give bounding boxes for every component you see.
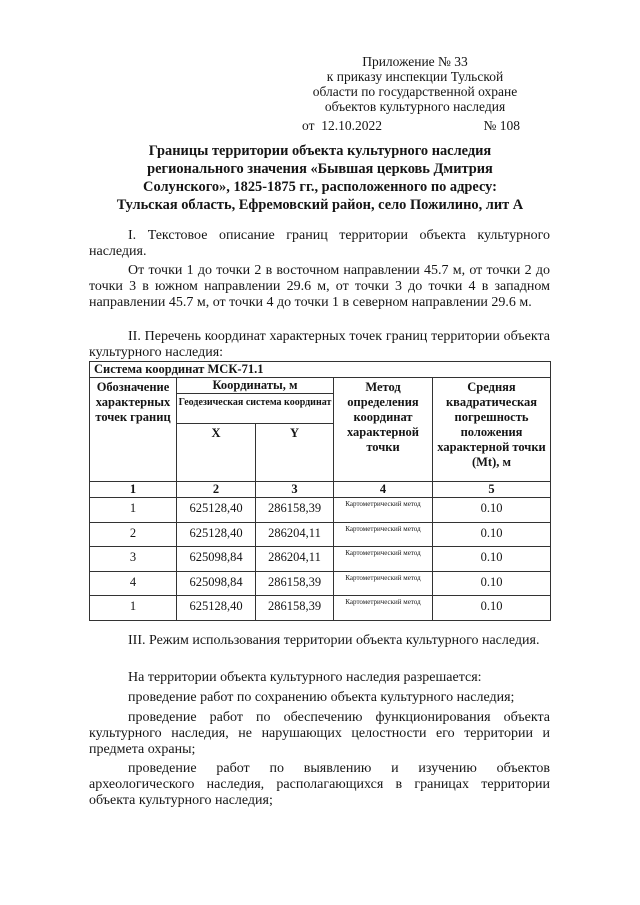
section-1-heading: I. Текстовое описание границ территории объекта культурного наследия.	[89, 228, 550, 259]
coordinate-system-label: Система координат МСК-71.1	[90, 362, 551, 378]
order-number: № 108	[483, 118, 520, 133]
table-row	[90, 547, 551, 572]
allowed-item: проведение работ по сохранению объекта культурного наследия;	[128, 690, 515, 705]
allowed-intro: На территории объекта культурного наследия разрешается:	[128, 670, 482, 685]
column-number: 2	[177, 482, 256, 498]
point-id: 1	[90, 596, 177, 621]
title-line: Солунского», 1825-1875 гг., расположенного по адресу:	[143, 179, 497, 195]
method: Картометрический метод	[334, 498, 433, 523]
coord-y: 286158,39	[256, 571, 334, 596]
header-geo-system: Геодезическая система координат	[177, 394, 334, 424]
header-y: Y	[256, 424, 334, 482]
coord-y: 286158,39	[256, 498, 334, 523]
header-point: Обозначение характерных точек границ	[90, 378, 177, 482]
coord-x: 625098,84	[177, 547, 256, 572]
coord-x: 625128,40	[177, 498, 256, 523]
coord-y: 286204,11	[256, 522, 334, 547]
section-1-text: От точки 1 до точки 2 в восточном направлении 45.7 м, от точки 2 до точки 3 в южном направлении 29.6 м, от точки 3 до точки 4 в западном направлении 45.7 м, от точки 4 до точки 1 в северном направлении 29.6 м.	[89, 263, 550, 310]
table-row	[90, 596, 551, 621]
point-id: 2	[90, 522, 177, 547]
header-x: X	[177, 424, 256, 482]
column-number: 3	[256, 482, 334, 498]
title-line: регионального значения «Бывшая церковь Дмитрия	[147, 161, 493, 177]
point-id: 1	[90, 498, 177, 523]
coord-y: 286158,39	[256, 596, 334, 621]
coord-y: 286204,11	[256, 547, 334, 572]
column-number: 4	[334, 482, 433, 498]
coord-x: 625128,40	[177, 596, 256, 621]
coordinates-table	[89, 361, 551, 621]
section-2-heading: II. Перечень координат характерных точек границ территории объекта культурного наследия:	[89, 329, 550, 360]
appendix-line: Приложение № 33	[362, 54, 468, 69]
point-id: 4	[90, 571, 177, 596]
error-value: 0.10	[433, 571, 551, 596]
appendix-line: области по государственной охране	[312, 84, 518, 99]
method: Картометрический метод	[334, 522, 433, 547]
appendix-line: к приказу инспекции Тульской	[326, 69, 504, 84]
coord-x: 625128,40	[177, 522, 256, 547]
allowed-item: проведение работ по выявлению и изучению объектов археологического наследия, располагающихся в границах территории объекта культурного наследия;	[89, 761, 550, 808]
document-title	[88, 142, 552, 214]
header-method: Метод определения координат характерной точки	[334, 378, 433, 482]
table-row	[90, 571, 551, 596]
method: Картометрический метод	[334, 571, 433, 596]
allowed-item: проведение работ по обеспечению функционирования объекта культурного наследия, не нарушающих целостности его территории и предмета охраны;	[89, 710, 550, 757]
appendix-line: объектов культурного наследия	[324, 99, 506, 114]
appendix-header	[300, 54, 530, 133]
error-value: 0.10	[433, 547, 551, 572]
section-3-heading: III. Режим использования территории объекта культурного наследия.	[128, 633, 540, 648]
method: Картометрический метод	[334, 547, 433, 572]
point-id: 3	[90, 547, 177, 572]
error-value: 0.10	[433, 522, 551, 547]
coord-x: 625098,84	[177, 571, 256, 596]
order-date-number	[300, 118, 530, 133]
error-value: 0.10	[433, 596, 551, 621]
title-line: Границы территории объекта культурного наследия	[148, 143, 492, 159]
error-value: 0.10	[433, 498, 551, 523]
column-number: 5	[433, 482, 551, 498]
title-line: Тульская область, Ефремовский район, село Пожилино, лит А	[116, 197, 524, 213]
order-date: от 12.10.2022	[302, 118, 382, 133]
header-error: Средняя квадратическая погрешность положения характерной точки (Mt), м	[433, 378, 551, 482]
table-row	[90, 522, 551, 547]
column-number: 1	[90, 482, 177, 498]
method: Картометрический метод	[334, 596, 433, 621]
header-coords: Координаты, м	[177, 378, 334, 394]
table-row	[90, 498, 551, 523]
